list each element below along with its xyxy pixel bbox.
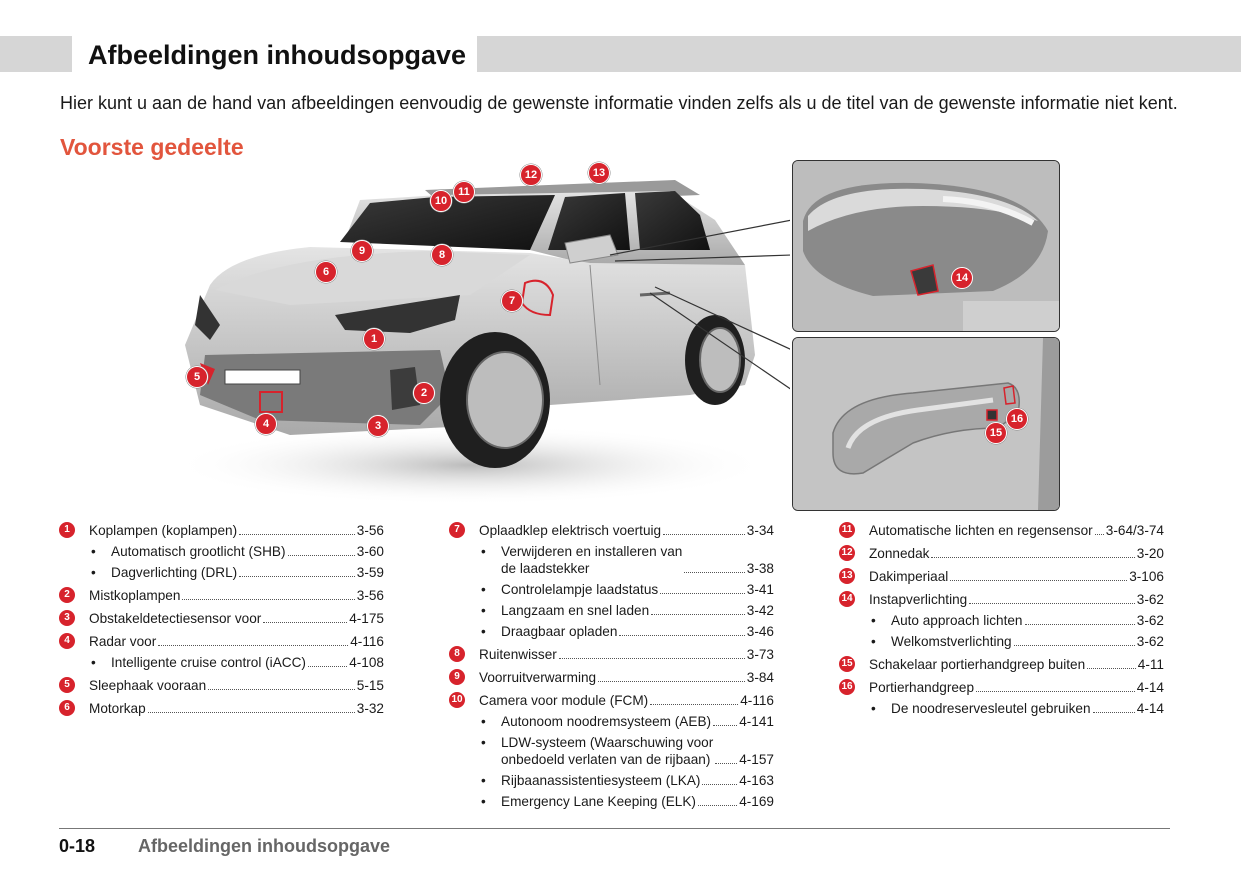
item-label: Dakimperiaal <box>869 569 949 584</box>
mirror-inset <box>792 160 1060 332</box>
pin-4: 4 <box>255 413 277 435</box>
subitem-label: Emergency Lane Keeping (ELK) <box>501 794 696 809</box>
index-item <box>59 633 384 650</box>
index-subitem: • Controlelampje laadstatus 3-41 <box>481 582 774 597</box>
item-page: 4-14 <box>1136 680 1164 695</box>
leader-dots <box>976 691 1135 692</box>
leader-dots <box>1093 712 1135 713</box>
index-subitem: • Auto approach lichten 3-62 <box>871 613 1164 628</box>
item-page: 3-62 <box>1136 634 1164 649</box>
item-page: 4-116 <box>350 634 384 649</box>
item-label: Sleephaak vooraan <box>89 678 207 693</box>
subitem-label: Autonoom noodremsysteem (AEB) <box>501 714 712 729</box>
leader-dots <box>931 557 1134 558</box>
item-badge: 2 <box>59 587 75 603</box>
leader-dots <box>1095 534 1104 535</box>
index-item <box>449 692 774 709</box>
footer-page-number: 0-18 <box>59 836 96 856</box>
item-badge: 8 <box>449 646 465 662</box>
pin-5: 5 <box>186 366 208 388</box>
leader-dots <box>1087 668 1136 669</box>
pin-2: 2 <box>413 382 435 404</box>
item-page: 3-106 <box>1129 569 1164 584</box>
item-page: 3-84 <box>746 670 774 685</box>
pin-14: 14 <box>951 267 973 289</box>
pin-12: 12 <box>520 164 542 186</box>
pin-13: 13 <box>588 162 610 184</box>
item-label: Voorruitverwarming <box>479 670 597 685</box>
footer-divider <box>59 828 1170 829</box>
leader-dots <box>239 576 355 577</box>
index-item <box>449 646 774 663</box>
subitem-label: Automatisch grootlicht (SHB) <box>111 544 286 559</box>
index-subitem: • Langzaam en snel laden 3-42 <box>481 603 774 618</box>
mirror-illustration <box>793 161 1059 331</box>
pin-9: 9 <box>351 240 373 262</box>
index-item <box>839 545 1164 562</box>
index-item <box>59 587 384 604</box>
index-item <box>839 656 1164 673</box>
index-item <box>59 610 384 627</box>
subitem-label: Draagbaar opladen <box>501 624 618 639</box>
item-label: Zonnedak <box>869 546 930 561</box>
subitem-label: Langzaam en snel laden <box>501 603 650 618</box>
item-page: 4-163 <box>739 773 774 788</box>
item-label: Mistkoplampen <box>89 588 181 603</box>
index-item <box>449 669 774 686</box>
item-page: 3-64/3-74 <box>1105 523 1164 538</box>
leader-dots <box>598 681 745 682</box>
item-page: 3-20 <box>1136 546 1164 561</box>
item-label: Instapverlichting <box>869 592 968 607</box>
subitem-label: Rijbaanassistentiesysteem (LKA) <box>501 773 701 788</box>
pin-3: 3 <box>367 415 389 437</box>
door-handle-inset <box>792 337 1060 511</box>
index-column-2 <box>449 522 774 816</box>
item-page: 3-32 <box>356 701 384 716</box>
item-label: Portierhandgreep <box>869 680 975 695</box>
subitem-label: Welkomstverlichting <box>891 634 1012 649</box>
item-page: 4-108 <box>349 655 384 670</box>
leader-dots <box>619 635 744 636</box>
item-page: 3-38 <box>746 561 774 576</box>
index-item <box>449 522 774 539</box>
leader-dots <box>713 725 737 726</box>
item-badge: 1 <box>59 522 75 538</box>
item-badge: 5 <box>59 677 75 693</box>
index-item <box>59 677 384 694</box>
item-label: Schakelaar portierhandgreep buiten <box>869 657 1086 672</box>
item-badge: 14 <box>839 591 855 607</box>
pin-8: 8 <box>431 244 453 266</box>
page-title: Afbeeldingen inhoudsopgave <box>88 40 467 70</box>
subitem-label: LDW-systeem (Waarschuwing voor onbedoeld verlaten van de rijbaan) <box>501 735 714 767</box>
index-subitem: • LDW-systeem (Waarschuwing voor onbedoeld verlaten van de rijbaan) 4-157 <box>481 735 774 767</box>
item-page: 3-60 <box>356 544 384 559</box>
item-badge: 10 <box>449 692 465 708</box>
item-badge: 11 <box>839 522 855 538</box>
leader-dots <box>182 599 354 600</box>
item-label: Oplaadklep elektrisch voertuig <box>479 523 662 538</box>
leader-dots <box>684 572 744 573</box>
item-badge: 9 <box>449 669 465 685</box>
pin-11: 11 <box>453 181 475 203</box>
item-page: 3-56 <box>356 588 384 603</box>
pin-15: 15 <box>985 422 1007 444</box>
item-badge: 13 <box>839 568 855 584</box>
leader-dots <box>158 645 348 646</box>
item-label: Camera voor module (FCM) <box>479 693 649 708</box>
index-item <box>839 679 1164 696</box>
item-page: 3-41 <box>746 582 774 597</box>
item-badge: 4 <box>59 633 75 649</box>
leader-dots <box>1014 645 1135 646</box>
leader-dots <box>239 534 355 535</box>
leader-dots <box>950 580 1127 581</box>
leader-dots <box>148 712 355 713</box>
footer-title: Afbeeldingen inhoudsopgave <box>138 836 391 856</box>
item-page: 4-11 <box>1137 657 1164 672</box>
item-label: Radar voor <box>89 634 157 649</box>
index-item <box>59 522 384 539</box>
index-item <box>839 522 1164 539</box>
item-badge: 6 <box>59 700 75 716</box>
index-item <box>59 700 384 717</box>
index-subitem: • Dagverlichting (DRL) 3-59 <box>91 565 384 580</box>
subitem-label: Auto approach lichten <box>891 613 1023 628</box>
leader-dots <box>651 614 745 615</box>
item-page: 3-46 <box>746 624 774 639</box>
pin-6: 6 <box>315 261 337 283</box>
item-badge: 15 <box>839 656 855 672</box>
item-page: 5-15 <box>356 678 384 693</box>
item-page: 4-175 <box>349 611 384 626</box>
section-title: Voorste gedeelte <box>60 134 244 160</box>
index-subitem: • Rijbaanassistentiesysteem (LKA) 4-163 <box>481 773 774 788</box>
index-item <box>839 568 1164 585</box>
item-page: 4-116 <box>740 693 774 708</box>
item-label: Motorkap <box>89 701 146 716</box>
leader-dots <box>1025 624 1135 625</box>
index-column-3 <box>839 522 1164 723</box>
subitem-label: Dagverlichting (DRL) <box>111 565 238 580</box>
item-label: Obstakeldetectiesensor voor <box>89 611 262 626</box>
index-column-1 <box>59 522 384 723</box>
item-badge: 3 <box>59 610 75 626</box>
leader-dots <box>559 658 745 659</box>
index-subitem: • De noodreservesleutel gebruiken 4-14 <box>871 701 1164 716</box>
index-subitem: • Intelligente cruise control (iACC) 4-108 <box>91 655 384 670</box>
index-subitem: • Verwijderen en installeren van de laadstekker 3-38 <box>481 544 774 576</box>
leader-dots <box>698 805 737 806</box>
item-label: Koplampen (koplampen) <box>89 523 238 538</box>
index-subitem: • Automatisch grootlicht (SHB) 3-60 <box>91 544 384 559</box>
item-badge: 7 <box>449 522 465 538</box>
pin-7: 7 <box>501 290 523 312</box>
leader-dots <box>288 555 355 556</box>
item-page: 4-14 <box>1136 701 1164 716</box>
pin-16: 16 <box>1006 408 1028 430</box>
item-page: 4-141 <box>739 714 774 729</box>
item-page: 3-73 <box>746 647 774 662</box>
intro-text: Hier kunt u aan de hand van afbeeldingen eenvoudig de gewenste informatie vinden zelfs als u de titel van de gewenste informatie niet kent. <box>60 93 1178 113</box>
leader-dots <box>969 603 1135 604</box>
header-title-box <box>72 36 477 72</box>
leader-dots <box>308 666 347 667</box>
item-page: 3-62 <box>1136 613 1164 628</box>
leader-dots <box>208 689 355 690</box>
index-subitem: • Draagbaar opladen 3-46 <box>481 624 774 639</box>
index-subitem: • Emergency Lane Keeping (ELK) 4-169 <box>481 794 774 809</box>
subitem-label: Controlelampje laadstatus <box>501 582 659 597</box>
item-page: 4-157 <box>739 752 774 767</box>
car-illustration <box>170 155 790 515</box>
item-label: Automatische lichten en regensensor <box>869 523 1093 538</box>
index-item <box>839 591 1164 608</box>
leader-dots <box>660 593 745 594</box>
subitem-label: Intelligente cruise control (iACC) <box>111 655 306 670</box>
item-page: 3-42 <box>746 603 774 618</box>
subitem-label: De noodreservesleutel gebruiken <box>891 701 1091 716</box>
item-page: 3-59 <box>356 565 384 580</box>
item-label: Ruitenwisser <box>479 647 557 662</box>
index-subitem: • Autonoom noodremsysteem (AEB) 4-141 <box>481 714 774 729</box>
leader-dots <box>715 763 737 764</box>
item-page: 3-56 <box>356 523 384 538</box>
item-badge: 16 <box>839 679 855 695</box>
item-page: 3-34 <box>746 523 774 538</box>
leader-dots <box>650 704 738 705</box>
index-subitem: • Welkomstverlichting 3-62 <box>871 634 1164 649</box>
pin-1: 1 <box>363 328 385 350</box>
item-page: 3-62 <box>1136 592 1164 607</box>
leader-dots <box>702 784 737 785</box>
leader-dots <box>663 534 745 535</box>
leader-dots <box>263 622 347 623</box>
item-page: 4-169 <box>739 794 774 809</box>
pin-10: 10 <box>430 190 452 212</box>
subitem-label: Verwijderen en installeren van de laadstekker <box>501 544 683 576</box>
item-badge: 12 <box>839 545 855 561</box>
